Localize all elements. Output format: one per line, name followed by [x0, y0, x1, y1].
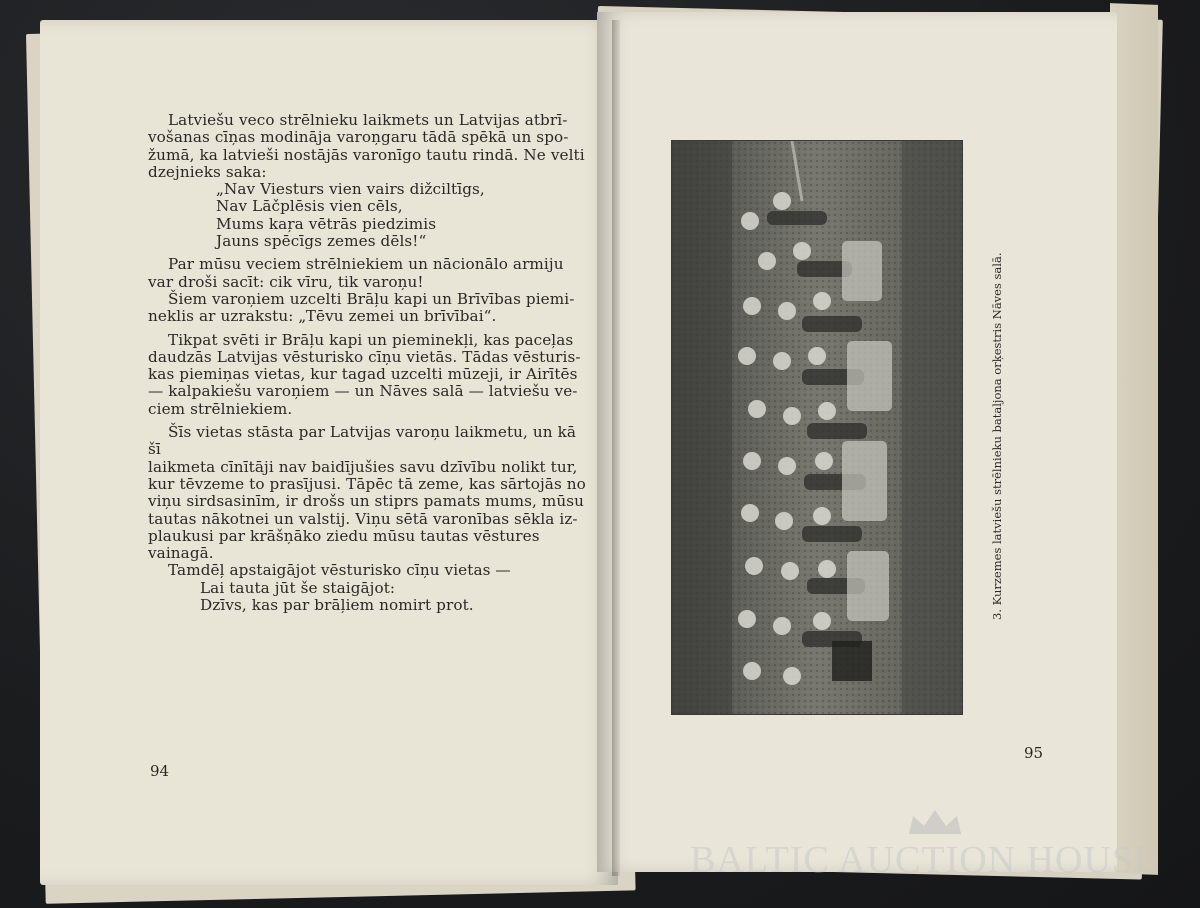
book-gutter — [612, 20, 620, 876]
text-line: Tamdēļ apstaigājot vēsturisko cīņu vietas — — [168, 561, 511, 580]
poem-line: Nav Lāčplēsis vien cēls, — [216, 197, 403, 216]
text-line: dzejnieks saka: — [148, 162, 267, 181]
text-line: neklis ar uzrakstu: „Tēvu zemei un brīvībai“. — [148, 307, 497, 326]
text-line: Latviešu veco strēlnieku laikmets un Latvijas atbrī- — [168, 111, 568, 129]
page-number-left: 94 — [150, 762, 170, 780]
text-line: kur tēvzeme to prasījusi. Tāpēc tā zeme, kas sārtojās no — [148, 474, 586, 493]
text-line: viņu sirdsasinīm, ir drošs un stiprs pamats mums, mūsu — [148, 492, 585, 511]
page-number-right: 95 — [1024, 744, 1044, 762]
poem-line: „Nav Viesturs vien vairs dižciltīgs, — [216, 180, 485, 199]
photo-caption — [990, 140, 1010, 620]
crown-icon — [905, 808, 965, 838]
watermark: BALTIC AUCTION HOUSE — [690, 839, 1159, 881]
poem-line: Jauns spēcīgs zemes dēls!“ — [216, 232, 427, 251]
text-line: tautas nākotnei un valstij. Viņu sētā varonības sēkla iz- — [148, 509, 578, 528]
group-photo — [671, 140, 963, 715]
text-line: plaukusi par krāšņāko ziedu mūsu tautas vēstures vainagā. — [148, 526, 540, 563]
text-line: var droši sacīt: cik vīru, tik varoņu! — [148, 272, 424, 291]
photo-illustration — [672, 141, 962, 714]
poem-line: Lai tauta jūt še staigājot: — [200, 578, 396, 597]
text-line: vošanas cīņas modināja varoņgaru tādā spēkā un spo- — [148, 128, 569, 147]
text-line: Par mūsu veciem strēlniekiem un nācionālo armiju — [168, 255, 564, 274]
text-line: laikmeta cīnītāji nav baidījušies savu dzīvību nolikt tur, — [148, 457, 578, 476]
left-page-text — [148, 112, 588, 614]
poem-line: Mums kaŗa vētrās piedzimis — [216, 214, 437, 233]
text-line: Tikpat svēti ir Brāļu kapi un pieminekļi, kas paceļas — [168, 330, 574, 349]
text-line: žumā, ka latvieši nostājās varonīgo tautu rindā. Ne velti — [148, 145, 585, 164]
caption-text: 3. Kurzemes latviešu strēlnieku bataljona orķestris Nāves salā. — [990, 252, 1004, 620]
text-line: daudzās Latvijas vēsturisko cīņu vietās. Tādas vēsturis- — [148, 347, 581, 366]
text-line: Šiem varoņiem uzcelti Brāļu kapi un Brīvības piemi- — [168, 289, 575, 308]
text-line: — kalpakiešu varoņiem — un Nāves salā — latviešu ve- — [148, 382, 578, 401]
poem-line: Dzīvs, kas par brāļiem nomirt prot. — [200, 596, 474, 615]
text-line: Šīs vietas stāsta par Latvijas varoņu laikmetu, un kā šī — [148, 423, 577, 459]
right-page-edges — [1110, 3, 1158, 875]
text-line: ciem strēlniekiem. — [148, 399, 293, 418]
text-line: kas piemiņas vietas, kur tagad uzcelti mūzeji, ir Airītēs — [148, 365, 578, 384]
